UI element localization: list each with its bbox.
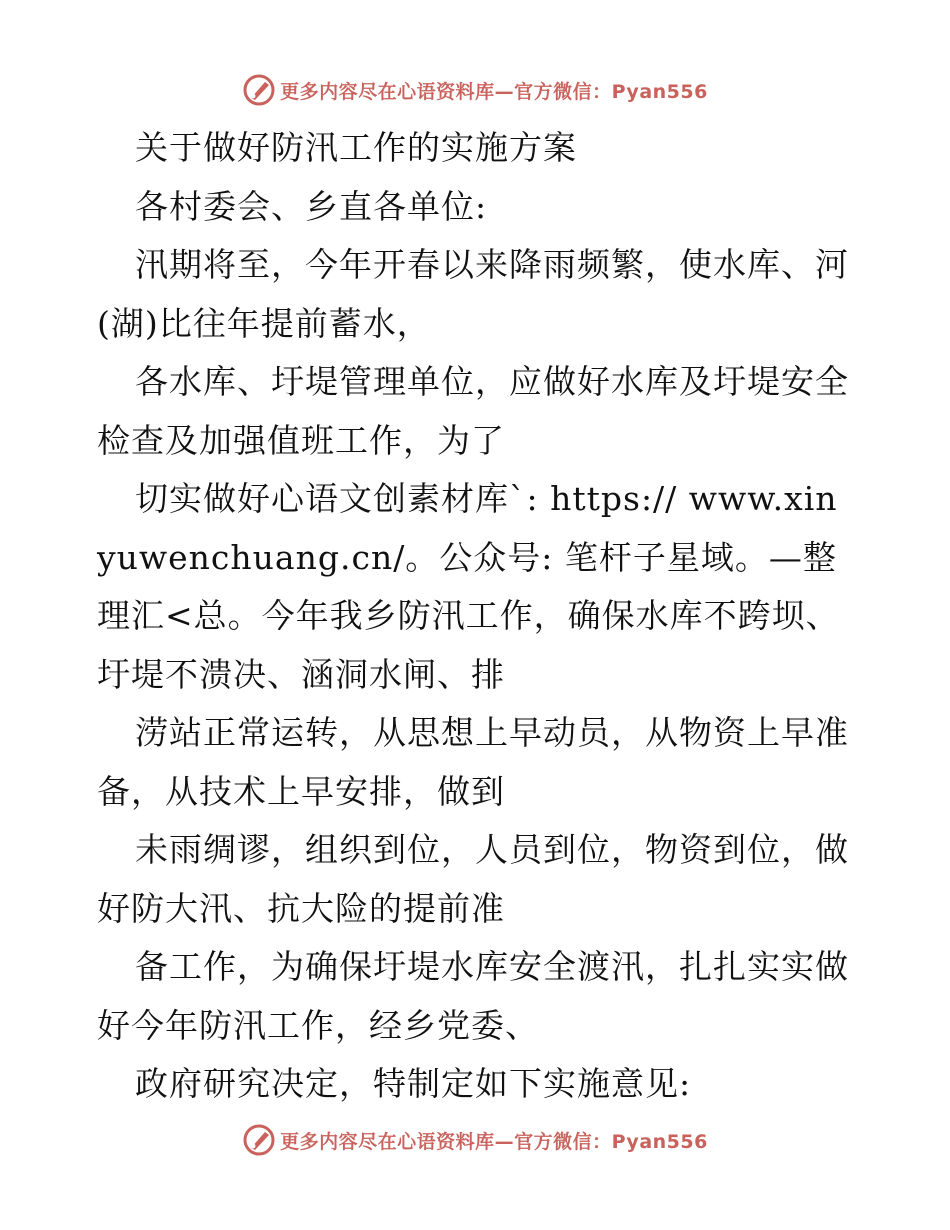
top-watermark-banner [0,72,950,108]
document-body [97,119,857,1114]
pen-logo-icon [242,1123,276,1157]
paragraph: 未雨绸谬，组织到位，人员到位，物资到位，做好防大汛、抗大险的提前准 [97,830,849,928]
watermark-text: 更多内容尽在心语资料库—官方微信：Pyan556 [280,80,708,103]
document-title: 关于做好防汛工作的实施方案 [135,128,577,167]
watermark-text: 更多内容尽在心语资料库—官方微信：Pyan556 [280,1130,708,1153]
paragraph: 政府研究决定，特制定如下实施意见: [135,1064,692,1103]
bottom-watermark-banner [0,1122,950,1158]
paragraph: 切实做好心语文创素材库`: https:// www.xinyuwenchuang.cn/。公众号: 笔杆子星域。—整理汇<总。今年我乡防汛工作，确保水库不跨坝、圩堤不溃决、涵洞水闸、排 [97,479,840,694]
pen-logo-icon [242,73,276,107]
document-salutation: 各村委会、乡直各单位: [135,186,488,226]
paragraph: 汛期将至，今年开春以来降雨频繁，使水库、河(湖)比往年提前蓄水， [97,245,849,343]
paragraph: 备工作，为确保圩堤水库安全渡汛，扎扎实实做好今年防汛工作，经乡党委、 [97,947,849,1045]
paragraph: 各水库、圩堤管理单位，应做好水库及圩堤安全检查及加强值班工作，为了 [97,362,849,460]
paragraph: 涝站正常运转，从思想上早动员，从物资上早准备，从技术上早安排，做到 [97,713,849,811]
